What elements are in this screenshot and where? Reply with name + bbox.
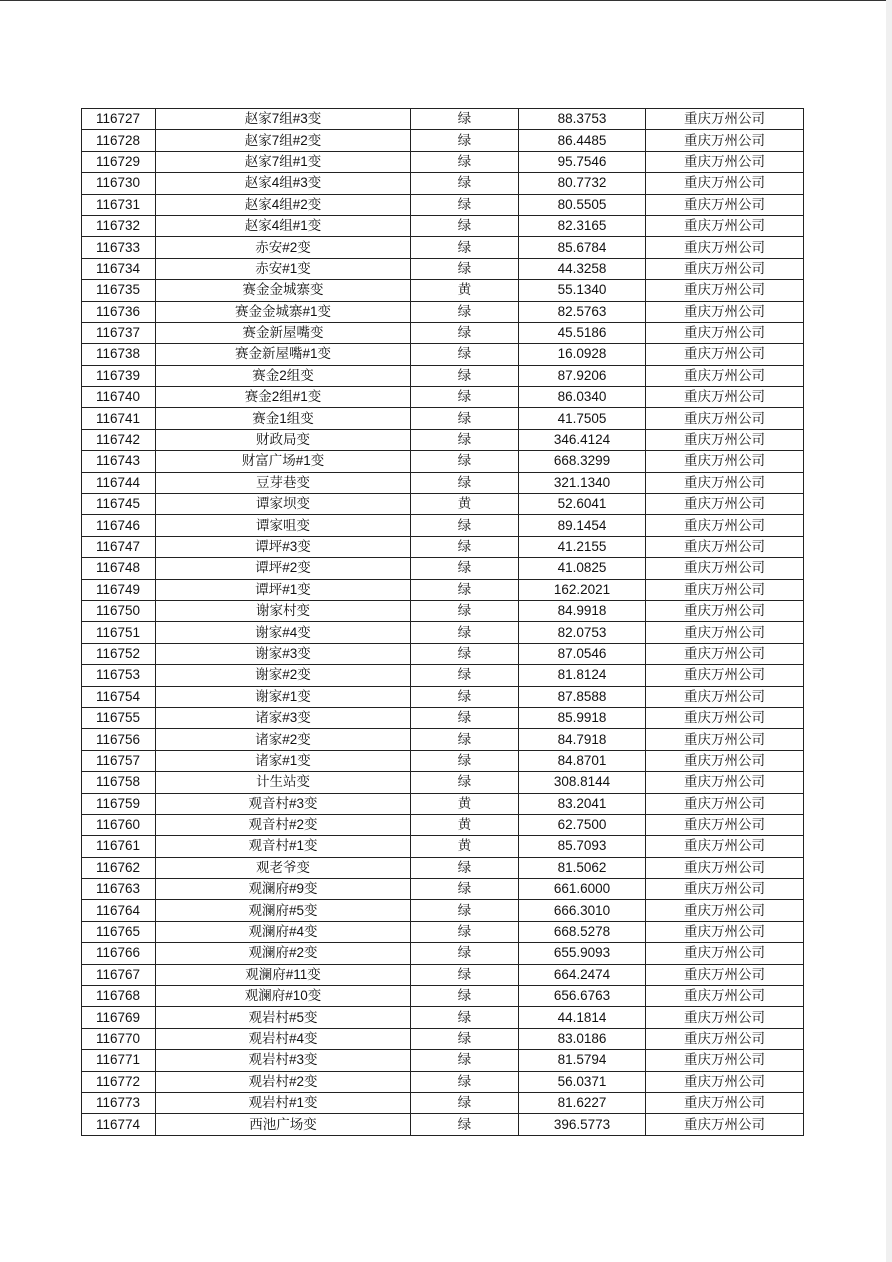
table-row bbox=[82, 1050, 804, 1071]
id-cell: 116745 bbox=[82, 494, 156, 515]
id-cell: 116732 bbox=[82, 215, 156, 236]
status-cell: 黄 bbox=[411, 793, 519, 814]
status-cell: 绿 bbox=[411, 515, 519, 536]
company-cell: 重庆万州公司 bbox=[646, 707, 804, 728]
value-cell: 82.5763 bbox=[519, 301, 646, 322]
table-row bbox=[82, 772, 804, 793]
page-right-edge bbox=[886, 0, 892, 1262]
value-cell: 656.6763 bbox=[519, 986, 646, 1007]
status-cell: 绿 bbox=[411, 1007, 519, 1028]
value-cell: 668.3299 bbox=[519, 451, 646, 472]
name-cell: 谢家#2变 bbox=[156, 665, 411, 686]
value-cell: 41.2155 bbox=[519, 536, 646, 557]
table-row bbox=[82, 109, 804, 130]
status-cell: 绿 bbox=[411, 665, 519, 686]
value-cell: 80.5505 bbox=[519, 194, 646, 215]
value-cell: 85.9918 bbox=[519, 707, 646, 728]
table-row bbox=[82, 1007, 804, 1028]
company-cell: 重庆万州公司 bbox=[646, 494, 804, 515]
value-cell: 396.5773 bbox=[519, 1114, 646, 1135]
id-cell: 116772 bbox=[82, 1071, 156, 1092]
status-cell: 绿 bbox=[411, 1028, 519, 1049]
value-cell: 321.1340 bbox=[519, 472, 646, 493]
status-cell: 绿 bbox=[411, 921, 519, 942]
id-cell: 116765 bbox=[82, 921, 156, 942]
id-cell: 116754 bbox=[82, 686, 156, 707]
company-cell: 重庆万州公司 bbox=[646, 964, 804, 985]
table-row bbox=[82, 258, 804, 279]
name-cell: 计生站变 bbox=[156, 772, 411, 793]
value-cell: 41.0825 bbox=[519, 558, 646, 579]
id-cell: 116760 bbox=[82, 814, 156, 835]
status-cell: 绿 bbox=[411, 365, 519, 386]
status-cell: 绿 bbox=[411, 579, 519, 600]
value-cell: 86.4485 bbox=[519, 130, 646, 151]
company-cell: 重庆万州公司 bbox=[646, 151, 804, 172]
value-cell: 80.7732 bbox=[519, 173, 646, 194]
status-cell: 绿 bbox=[411, 215, 519, 236]
id-cell: 116741 bbox=[82, 408, 156, 429]
table-row bbox=[82, 322, 804, 343]
name-cell: 观岩村#1变 bbox=[156, 1092, 411, 1113]
company-cell: 重庆万州公司 bbox=[646, 857, 804, 878]
status-cell: 绿 bbox=[411, 879, 519, 900]
company-cell: 重庆万州公司 bbox=[646, 1028, 804, 1049]
name-cell: 赵家4组#3变 bbox=[156, 173, 411, 194]
company-cell: 重庆万州公司 bbox=[646, 1114, 804, 1135]
company-cell: 重庆万州公司 bbox=[646, 280, 804, 301]
value-cell: 83.2041 bbox=[519, 793, 646, 814]
name-cell: 诸家#3变 bbox=[156, 707, 411, 728]
name-cell: 观老爷变 bbox=[156, 857, 411, 878]
company-cell: 重庆万州公司 bbox=[646, 365, 804, 386]
table-row bbox=[82, 665, 804, 686]
table-row bbox=[82, 429, 804, 450]
id-cell: 116733 bbox=[82, 237, 156, 258]
table-row bbox=[82, 1028, 804, 1049]
value-cell: 346.4124 bbox=[519, 429, 646, 450]
name-cell: 观澜府#5变 bbox=[156, 900, 411, 921]
company-cell: 重庆万州公司 bbox=[646, 558, 804, 579]
name-cell: 赛金1组变 bbox=[156, 408, 411, 429]
value-cell: 83.0186 bbox=[519, 1028, 646, 1049]
id-cell: 116746 bbox=[82, 515, 156, 536]
name-cell: 观澜府#11变 bbox=[156, 964, 411, 985]
status-cell: 黄 bbox=[411, 836, 519, 857]
id-cell: 116748 bbox=[82, 558, 156, 579]
table-row bbox=[82, 643, 804, 664]
table-row bbox=[82, 857, 804, 878]
company-cell: 重庆万州公司 bbox=[646, 387, 804, 408]
table-row bbox=[82, 173, 804, 194]
table-row bbox=[82, 879, 804, 900]
table-row bbox=[82, 130, 804, 151]
id-cell: 116735 bbox=[82, 280, 156, 301]
id-cell: 116742 bbox=[82, 429, 156, 450]
company-cell: 重庆万州公司 bbox=[646, 515, 804, 536]
name-cell: 观岩村#3变 bbox=[156, 1050, 411, 1071]
name-cell: 观澜府#4变 bbox=[156, 921, 411, 942]
status-cell: 绿 bbox=[411, 600, 519, 621]
id-cell: 116773 bbox=[82, 1092, 156, 1113]
status-cell: 绿 bbox=[411, 194, 519, 215]
id-cell: 116750 bbox=[82, 600, 156, 621]
status-cell: 绿 bbox=[411, 237, 519, 258]
status-cell: 绿 bbox=[411, 986, 519, 1007]
name-cell: 赤安#2变 bbox=[156, 237, 411, 258]
table-row bbox=[82, 237, 804, 258]
id-cell: 116744 bbox=[82, 472, 156, 493]
id-cell: 116763 bbox=[82, 879, 156, 900]
value-cell: 666.3010 bbox=[519, 900, 646, 921]
table-row bbox=[82, 622, 804, 643]
name-cell: 谭坪#3变 bbox=[156, 536, 411, 557]
status-cell: 绿 bbox=[411, 964, 519, 985]
name-cell: 谢家#1变 bbox=[156, 686, 411, 707]
table-row bbox=[82, 301, 804, 322]
status-cell: 黄 bbox=[411, 280, 519, 301]
value-cell: 44.1814 bbox=[519, 1007, 646, 1028]
id-cell: 116767 bbox=[82, 964, 156, 985]
company-cell: 重庆万州公司 bbox=[646, 1050, 804, 1071]
company-cell: 重庆万州公司 bbox=[646, 600, 804, 621]
name-cell: 观澜府#2变 bbox=[156, 943, 411, 964]
value-cell: 84.9918 bbox=[519, 600, 646, 621]
company-cell: 重庆万州公司 bbox=[646, 173, 804, 194]
name-cell: 观澜府#10变 bbox=[156, 986, 411, 1007]
name-cell: 谢家村变 bbox=[156, 600, 411, 621]
company-cell: 重庆万州公司 bbox=[646, 729, 804, 750]
status-cell: 绿 bbox=[411, 151, 519, 172]
value-cell: 86.0340 bbox=[519, 387, 646, 408]
status-cell: 绿 bbox=[411, 943, 519, 964]
name-cell: 谭坪#2变 bbox=[156, 558, 411, 579]
table-row bbox=[82, 729, 804, 750]
name-cell: 谢家#3变 bbox=[156, 643, 411, 664]
status-cell: 绿 bbox=[411, 536, 519, 557]
status-cell: 绿 bbox=[411, 429, 519, 450]
status-cell: 绿 bbox=[411, 130, 519, 151]
value-cell: 16.0928 bbox=[519, 344, 646, 365]
id-cell: 116743 bbox=[82, 451, 156, 472]
id-cell: 116774 bbox=[82, 1114, 156, 1135]
status-cell: 绿 bbox=[411, 387, 519, 408]
company-cell: 重庆万州公司 bbox=[646, 643, 804, 664]
id-cell: 116731 bbox=[82, 194, 156, 215]
table-row bbox=[82, 836, 804, 857]
id-cell: 116755 bbox=[82, 707, 156, 728]
id-cell: 116752 bbox=[82, 643, 156, 664]
value-cell: 81.6227 bbox=[519, 1092, 646, 1113]
name-cell: 观岩村#5变 bbox=[156, 1007, 411, 1028]
status-cell: 绿 bbox=[411, 344, 519, 365]
value-cell: 81.5794 bbox=[519, 1050, 646, 1071]
table-row bbox=[82, 964, 804, 985]
name-cell: 赛金金城寨变 bbox=[156, 280, 411, 301]
status-cell: 绿 bbox=[411, 750, 519, 771]
value-cell: 85.6784 bbox=[519, 237, 646, 258]
id-cell: 116747 bbox=[82, 536, 156, 557]
name-cell: 诸家#2变 bbox=[156, 729, 411, 750]
id-cell: 116771 bbox=[82, 1050, 156, 1071]
status-cell: 黄 bbox=[411, 814, 519, 835]
table-row bbox=[82, 515, 804, 536]
company-cell: 重庆万州公司 bbox=[646, 986, 804, 1007]
name-cell: 赛金新屋嘴#1变 bbox=[156, 344, 411, 365]
name-cell: 谭家咀变 bbox=[156, 515, 411, 536]
table-row bbox=[82, 986, 804, 1007]
company-cell: 重庆万州公司 bbox=[646, 579, 804, 600]
company-cell: 重庆万州公司 bbox=[646, 900, 804, 921]
value-cell: 655.9093 bbox=[519, 943, 646, 964]
company-cell: 重庆万州公司 bbox=[646, 258, 804, 279]
table-row bbox=[82, 686, 804, 707]
value-cell: 87.8588 bbox=[519, 686, 646, 707]
data-table bbox=[81, 108, 804, 1136]
id-cell: 116738 bbox=[82, 344, 156, 365]
value-cell: 62.7500 bbox=[519, 814, 646, 835]
status-cell: 绿 bbox=[411, 322, 519, 343]
value-cell: 162.2021 bbox=[519, 579, 646, 600]
id-cell: 116758 bbox=[82, 772, 156, 793]
value-cell: 664.2474 bbox=[519, 964, 646, 985]
company-cell: 重庆万州公司 bbox=[646, 451, 804, 472]
company-cell: 重庆万州公司 bbox=[646, 793, 804, 814]
company-cell: 重庆万州公司 bbox=[646, 1092, 804, 1113]
company-cell: 重庆万州公司 bbox=[646, 921, 804, 942]
status-cell: 绿 bbox=[411, 301, 519, 322]
company-cell: 重庆万州公司 bbox=[646, 237, 804, 258]
id-cell: 116751 bbox=[82, 622, 156, 643]
value-cell: 82.3165 bbox=[519, 215, 646, 236]
table-row bbox=[82, 344, 804, 365]
status-cell: 绿 bbox=[411, 451, 519, 472]
name-cell: 赛金金城寨#1变 bbox=[156, 301, 411, 322]
table-row bbox=[82, 1114, 804, 1135]
table-row bbox=[82, 707, 804, 728]
company-cell: 重庆万州公司 bbox=[646, 130, 804, 151]
company-cell: 重庆万州公司 bbox=[646, 109, 804, 130]
name-cell: 观澜府#9变 bbox=[156, 879, 411, 900]
status-cell: 绿 bbox=[411, 258, 519, 279]
id-cell: 116769 bbox=[82, 1007, 156, 1028]
table-row bbox=[82, 451, 804, 472]
status-cell: 绿 bbox=[411, 173, 519, 194]
id-cell: 116759 bbox=[82, 793, 156, 814]
value-cell: 56.0371 bbox=[519, 1071, 646, 1092]
table-row bbox=[82, 750, 804, 771]
id-cell: 116749 bbox=[82, 579, 156, 600]
table-row bbox=[82, 194, 804, 215]
company-cell: 重庆万州公司 bbox=[646, 344, 804, 365]
status-cell: 绿 bbox=[411, 729, 519, 750]
status-cell: 绿 bbox=[411, 686, 519, 707]
table-row bbox=[82, 365, 804, 386]
status-cell: 绿 bbox=[411, 1092, 519, 1113]
name-cell: 西池广场变 bbox=[156, 1114, 411, 1135]
name-cell: 观岩村#4变 bbox=[156, 1028, 411, 1049]
status-cell: 绿 bbox=[411, 622, 519, 643]
table-row bbox=[82, 943, 804, 964]
value-cell: 89.1454 bbox=[519, 515, 646, 536]
table-row bbox=[82, 536, 804, 557]
table-row bbox=[82, 793, 804, 814]
table-row bbox=[82, 600, 804, 621]
status-cell: 绿 bbox=[411, 900, 519, 921]
table-row bbox=[82, 472, 804, 493]
name-cell: 赛金2组变 bbox=[156, 365, 411, 386]
value-cell: 41.7505 bbox=[519, 408, 646, 429]
table-row bbox=[82, 408, 804, 429]
company-cell: 重庆万州公司 bbox=[646, 814, 804, 835]
status-cell: 绿 bbox=[411, 109, 519, 130]
id-cell: 116770 bbox=[82, 1028, 156, 1049]
id-cell: 116736 bbox=[82, 301, 156, 322]
table-row bbox=[82, 280, 804, 301]
table-row bbox=[82, 579, 804, 600]
value-cell: 95.7546 bbox=[519, 151, 646, 172]
value-cell: 84.8701 bbox=[519, 750, 646, 771]
value-cell: 52.6041 bbox=[519, 494, 646, 515]
company-cell: 重庆万州公司 bbox=[646, 879, 804, 900]
value-cell: 85.7093 bbox=[519, 836, 646, 857]
table-body bbox=[82, 109, 804, 1136]
value-cell: 55.1340 bbox=[519, 280, 646, 301]
name-cell: 谭坪#1变 bbox=[156, 579, 411, 600]
company-cell: 重庆万州公司 bbox=[646, 943, 804, 964]
status-cell: 绿 bbox=[411, 558, 519, 579]
id-cell: 116762 bbox=[82, 857, 156, 878]
value-cell: 308.8144 bbox=[519, 772, 646, 793]
table-row bbox=[82, 494, 804, 515]
name-cell: 谭家坝变 bbox=[156, 494, 411, 515]
table-row bbox=[82, 1092, 804, 1113]
id-cell: 116727 bbox=[82, 109, 156, 130]
company-cell: 重庆万州公司 bbox=[646, 472, 804, 493]
name-cell: 谢家#4变 bbox=[156, 622, 411, 643]
id-cell: 116737 bbox=[82, 322, 156, 343]
id-cell: 116730 bbox=[82, 173, 156, 194]
page-top-border bbox=[0, 0, 892, 1]
company-cell: 重庆万州公司 bbox=[646, 1007, 804, 1028]
id-cell: 116753 bbox=[82, 665, 156, 686]
table-row bbox=[82, 921, 804, 942]
name-cell: 赵家7组#2变 bbox=[156, 130, 411, 151]
company-cell: 重庆万州公司 bbox=[646, 429, 804, 450]
company-cell: 重庆万州公司 bbox=[646, 686, 804, 707]
name-cell: 观音村#2变 bbox=[156, 814, 411, 835]
value-cell: 44.3258 bbox=[519, 258, 646, 279]
table-row bbox=[82, 1071, 804, 1092]
id-cell: 116729 bbox=[82, 151, 156, 172]
status-cell: 绿 bbox=[411, 857, 519, 878]
company-cell: 重庆万州公司 bbox=[646, 665, 804, 686]
id-cell: 116766 bbox=[82, 943, 156, 964]
value-cell: 81.5062 bbox=[519, 857, 646, 878]
value-cell: 88.3753 bbox=[519, 109, 646, 130]
name-cell: 赵家4组#2变 bbox=[156, 194, 411, 215]
table-row bbox=[82, 558, 804, 579]
name-cell: 赵家7组#1变 bbox=[156, 151, 411, 172]
name-cell: 财富广场#1变 bbox=[156, 451, 411, 472]
name-cell: 观岩村#2变 bbox=[156, 1071, 411, 1092]
value-cell: 82.0753 bbox=[519, 622, 646, 643]
value-cell: 81.8124 bbox=[519, 665, 646, 686]
name-cell: 观音村#3变 bbox=[156, 793, 411, 814]
name-cell: 赵家7组#3变 bbox=[156, 109, 411, 130]
value-cell: 661.6000 bbox=[519, 879, 646, 900]
company-cell: 重庆万州公司 bbox=[646, 836, 804, 857]
status-cell: 绿 bbox=[411, 408, 519, 429]
status-cell: 绿 bbox=[411, 772, 519, 793]
status-cell: 绿 bbox=[411, 1050, 519, 1071]
status-cell: 绿 bbox=[411, 1071, 519, 1092]
value-cell: 87.9206 bbox=[519, 365, 646, 386]
table-row bbox=[82, 387, 804, 408]
table-row bbox=[82, 151, 804, 172]
company-cell: 重庆万州公司 bbox=[646, 408, 804, 429]
value-cell: 87.0546 bbox=[519, 643, 646, 664]
table-row bbox=[82, 900, 804, 921]
company-cell: 重庆万州公司 bbox=[646, 536, 804, 557]
status-cell: 绿 bbox=[411, 472, 519, 493]
value-cell: 668.5278 bbox=[519, 921, 646, 942]
id-cell: 116740 bbox=[82, 387, 156, 408]
value-cell: 45.5186 bbox=[519, 322, 646, 343]
id-cell: 116764 bbox=[82, 900, 156, 921]
id-cell: 116728 bbox=[82, 130, 156, 151]
name-cell: 观音村#1变 bbox=[156, 836, 411, 857]
company-cell: 重庆万州公司 bbox=[646, 194, 804, 215]
name-cell: 诸家#1变 bbox=[156, 750, 411, 771]
table-row bbox=[82, 814, 804, 835]
company-cell: 重庆万州公司 bbox=[646, 301, 804, 322]
id-cell: 116734 bbox=[82, 258, 156, 279]
id-cell: 116757 bbox=[82, 750, 156, 771]
name-cell: 赛金2组#1变 bbox=[156, 387, 411, 408]
name-cell: 财政局变 bbox=[156, 429, 411, 450]
id-cell: 116768 bbox=[82, 986, 156, 1007]
company-cell: 重庆万州公司 bbox=[646, 215, 804, 236]
status-cell: 绿 bbox=[411, 707, 519, 728]
company-cell: 重庆万州公司 bbox=[646, 1071, 804, 1092]
status-cell: 绿 bbox=[411, 1114, 519, 1135]
name-cell: 豆芽巷变 bbox=[156, 472, 411, 493]
name-cell: 赛金新屋嘴变 bbox=[156, 322, 411, 343]
name-cell: 赤安#1变 bbox=[156, 258, 411, 279]
id-cell: 116739 bbox=[82, 365, 156, 386]
company-cell: 重庆万州公司 bbox=[646, 772, 804, 793]
status-cell: 黄 bbox=[411, 494, 519, 515]
table-row bbox=[82, 215, 804, 236]
company-cell: 重庆万州公司 bbox=[646, 622, 804, 643]
company-cell: 重庆万州公司 bbox=[646, 322, 804, 343]
company-cell: 重庆万州公司 bbox=[646, 750, 804, 771]
value-cell: 84.7918 bbox=[519, 729, 646, 750]
status-cell: 绿 bbox=[411, 643, 519, 664]
name-cell: 赵家4组#1变 bbox=[156, 215, 411, 236]
id-cell: 116756 bbox=[82, 729, 156, 750]
id-cell: 116761 bbox=[82, 836, 156, 857]
